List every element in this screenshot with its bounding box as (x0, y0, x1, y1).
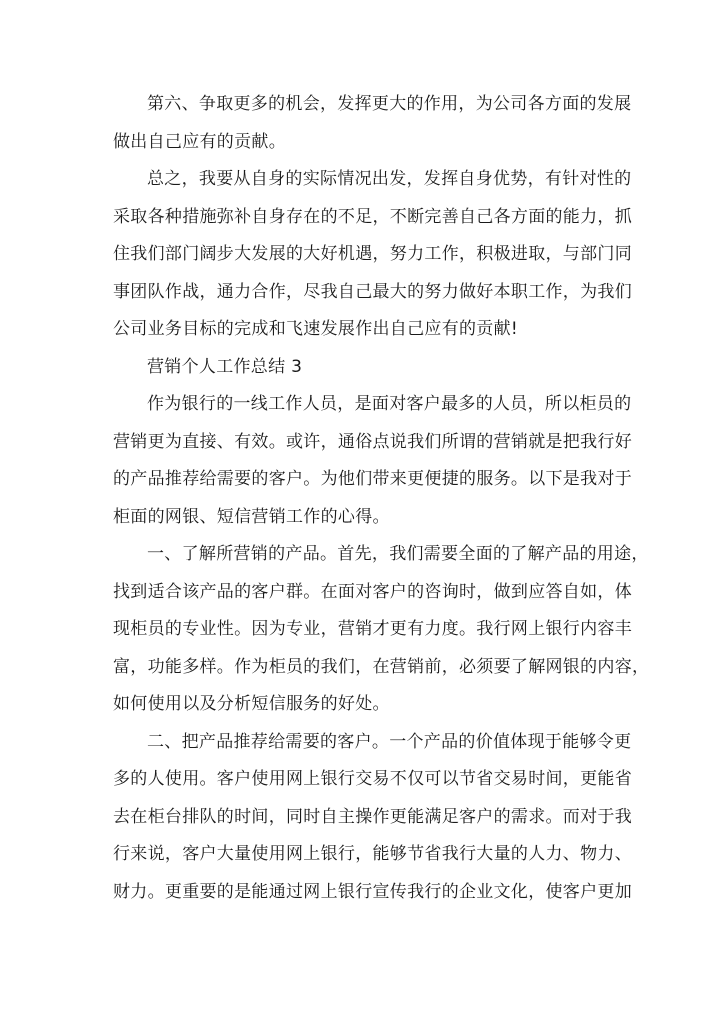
text-line: 二、把产品推荐给需要的客户。一个产品的价值体现于能够令更 (147, 731, 632, 752)
text-line: 行来说，客户大量使用网上银行，能够节省我行大量的人力、物力、 (113, 844, 632, 864)
document-page (113, 86, 650, 911)
text-line: 的产品推荐给需要的客户。为他们带来更便捷的服务。以下是我对于 (113, 469, 632, 489)
text-line: 事团队作战，通力合作，尽我自己最大的努力做好本职工作，为我们 (113, 281, 632, 302)
text-line: 去在柜台排队的时间，同时自主操作更能满足客户的需求。而对于我 (113, 806, 632, 827)
text-line: 一、了解所营销的产品。首先，我们需要全面的了解产品的用途， (147, 544, 649, 564)
paragraph-intro (113, 386, 632, 536)
heading-line: 营销个人工作总结 3 (147, 356, 303, 377)
paragraph-point-two (113, 724, 632, 912)
text-line: 营销更为直接、有效。或许，通俗点说我们所谓的营销就是把我行好 (113, 431, 632, 452)
text-line: 总之，我要从自身的实际情况出发，发挥自身优势，有针对性的 (147, 169, 632, 189)
text-line: 找到适合该产品的客户群。在面对客户的咨询时，做到应答自如，体 (113, 581, 632, 602)
text-line: 做出自己应有的贡献。 (113, 131, 286, 152)
paragraph-6th-point (113, 86, 632, 161)
text-line: 公司业务目标的完成和飞速发展作出自己应有的贡献! (113, 319, 519, 339)
text-line: 如何使用以及分析短信服务的好处。 (113, 694, 390, 714)
section-heading (113, 349, 613, 387)
text-line: 住我们部门阔步大发展的大好机遇，努力工作，积极进取，与部门同 (113, 244, 632, 264)
paragraph-summary (113, 161, 632, 349)
text-line: 现柜员的专业性。因为专业，营销才更有力度。我行网上银行内容丰 (113, 619, 632, 639)
text-line: 富，功能多样。作为柜员的我们，在营销前，必须要了解网银的内容， (113, 656, 650, 677)
text-line: 第六、争取更多的机会，发挥更大的作用，为公司各方面的发展 (147, 94, 632, 114)
text-line: 多的人使用。客户使用网上银行交易不仅可以节省交易时间，更能省 (113, 769, 632, 789)
paragraph-point-one (113, 536, 650, 724)
text-line: 柜面的网银、短信营销工作的心得。 (113, 506, 390, 527)
text-line: 财力。更重要的是能通过网上银行宣传我行的企业文化，使客户更加 (113, 881, 632, 902)
text-line: 采取各种措施弥补自身存在的不足，不断完善自己各方面的能力，抓 (113, 206, 632, 227)
text-line: 作为银行的一线工作人员，是面对客户最多的人员，所以柜员的 (147, 394, 632, 414)
